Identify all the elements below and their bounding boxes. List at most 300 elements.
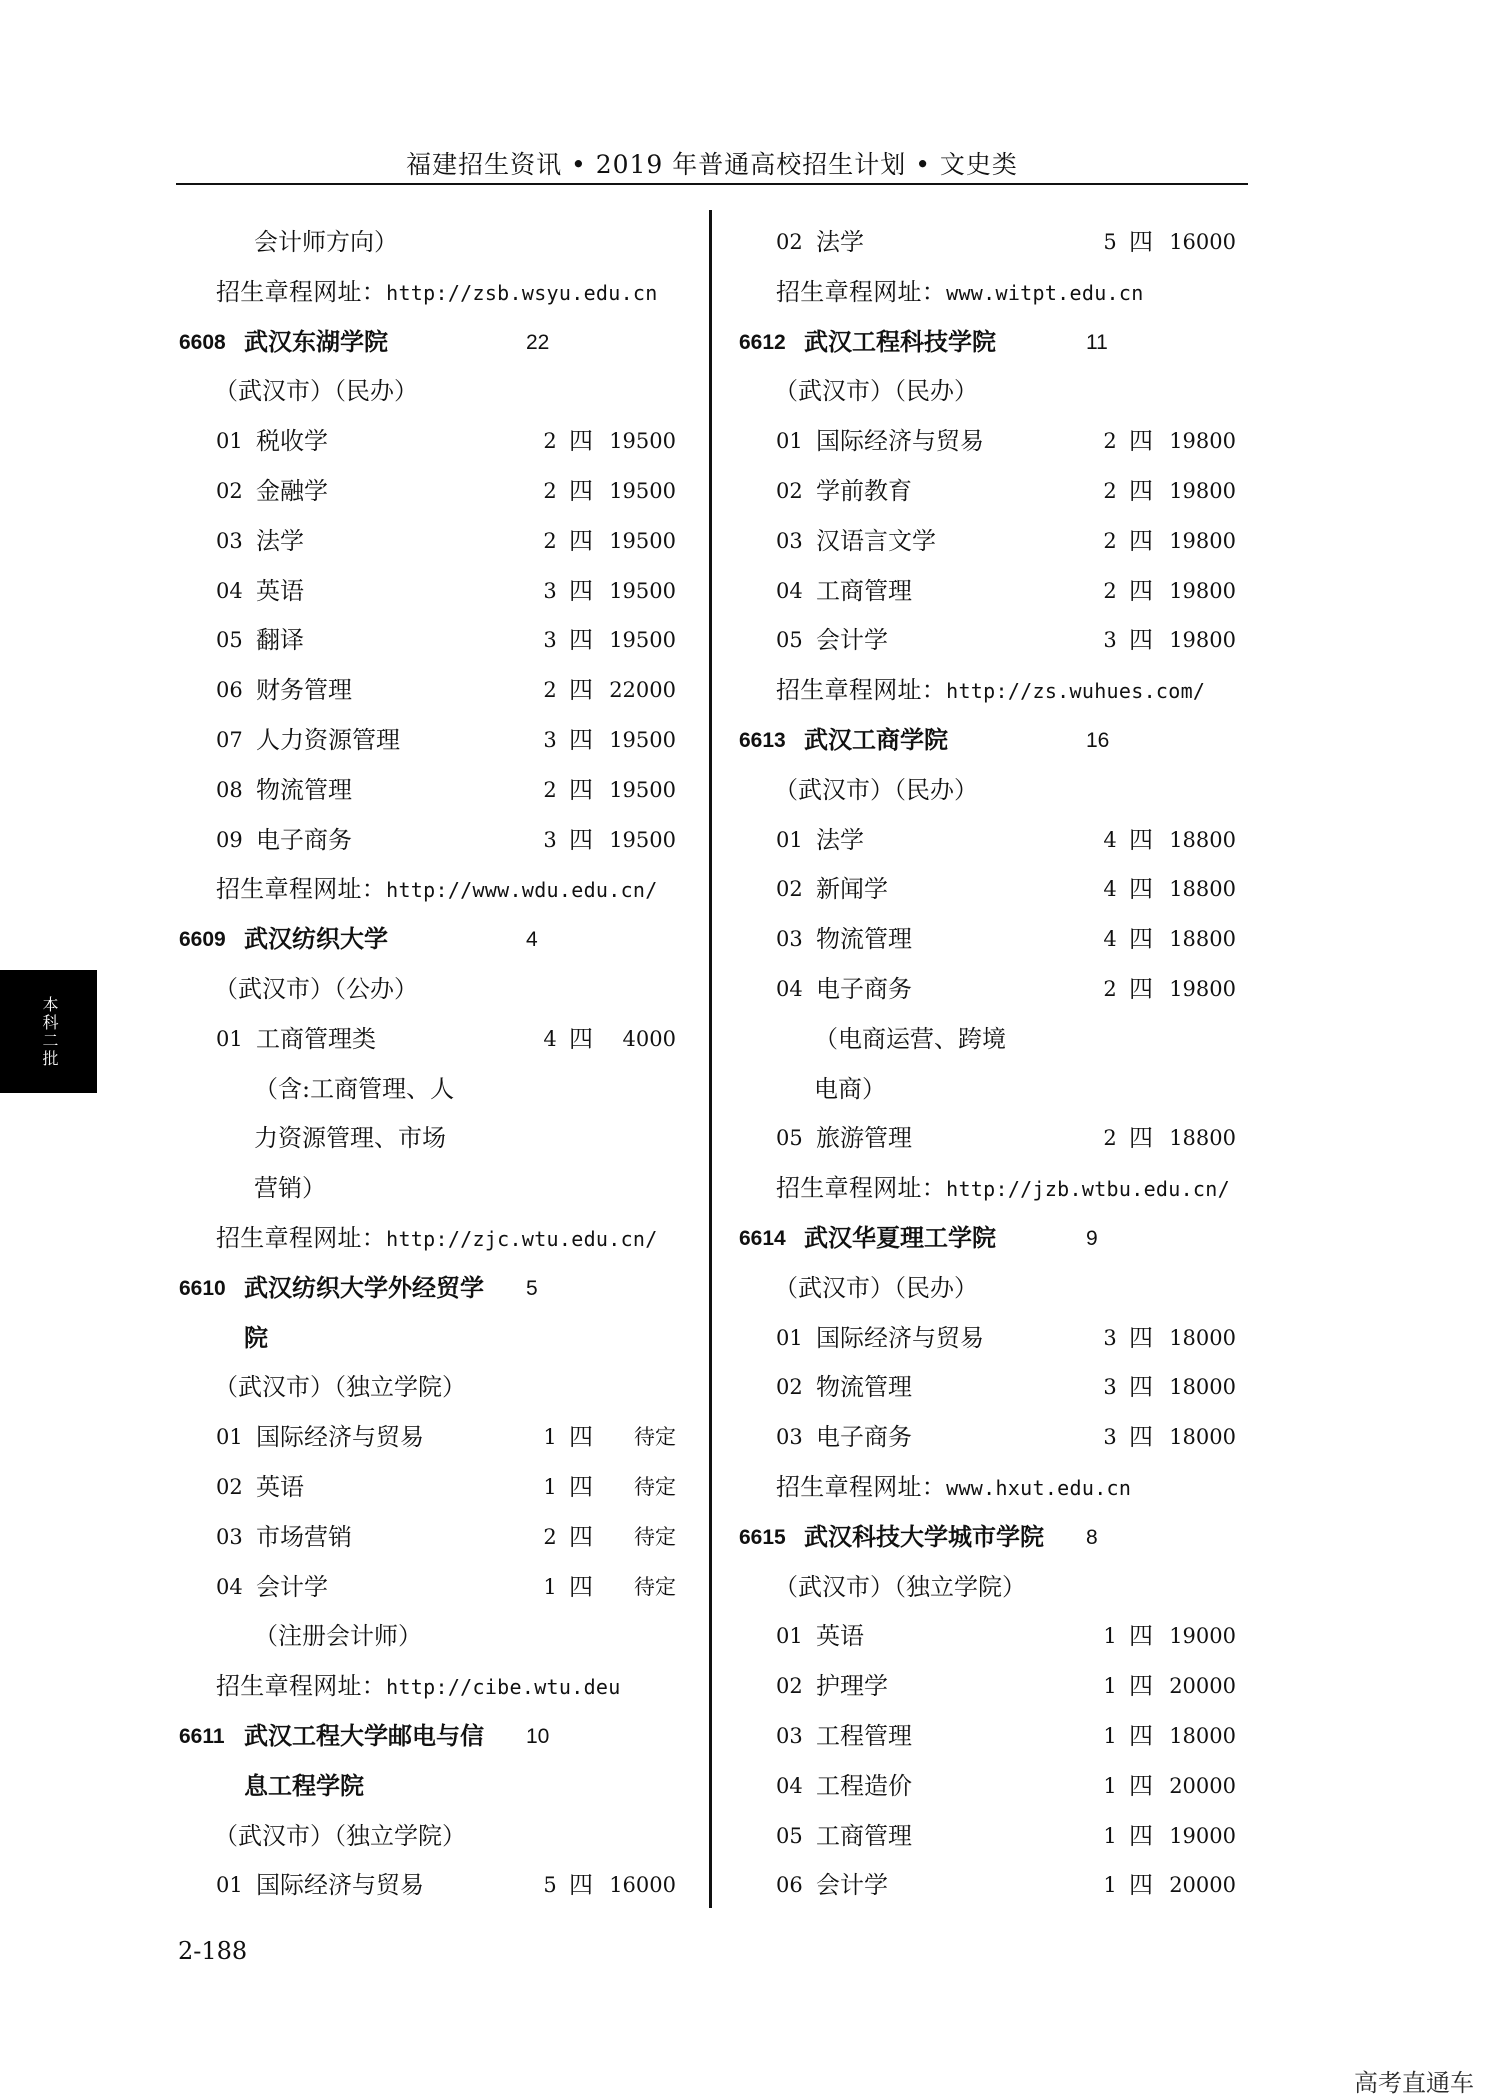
major-note-text: 力资源管理、市场 bbox=[254, 1124, 446, 1153]
major-number: 05 bbox=[776, 1126, 803, 1151]
location-text: （武汉市）（民办） bbox=[774, 775, 978, 804]
major-years: 四 bbox=[1129, 1124, 1153, 1153]
major-row bbox=[176, 616, 676, 666]
major-fee: 待定 bbox=[634, 1425, 676, 1450]
institution-total: 22 bbox=[526, 330, 550, 354]
major-fee: 19000 bbox=[1169, 1823, 1236, 1848]
admission-url-label: 招生章程网址： bbox=[216, 875, 387, 904]
major-years: 四 bbox=[569, 725, 593, 754]
major-quota: 3 bbox=[543, 628, 557, 653]
institution-total: 5 bbox=[526, 1276, 538, 1300]
major-quota: 1 bbox=[1103, 1723, 1117, 1748]
institution-row bbox=[736, 716, 1236, 766]
institution-code: 6612 bbox=[739, 330, 786, 354]
major-fee: 19800 bbox=[1169, 528, 1236, 553]
institution-row bbox=[176, 1264, 676, 1314]
major-row bbox=[736, 965, 1236, 1015]
major-quota: 3 bbox=[1103, 628, 1117, 653]
major-quota: 2 bbox=[1103, 528, 1117, 553]
institution-name: 武汉科技大学城市学院 bbox=[804, 1523, 1044, 1551]
major-years: 四 bbox=[569, 1572, 593, 1601]
major-fee: 20000 bbox=[1169, 1674, 1236, 1699]
major-number: 02 bbox=[776, 230, 803, 254]
major-fee: 18800 bbox=[1169, 827, 1236, 852]
major-number: 01 bbox=[216, 1873, 243, 1898]
major-quota: 3 bbox=[1103, 1375, 1117, 1400]
major-number: 07 bbox=[216, 727, 243, 752]
institution-location bbox=[176, 965, 676, 1015]
major-name: 金融学 bbox=[256, 476, 328, 505]
major-note bbox=[176, 218, 676, 268]
major-note-text: （注册会计师） bbox=[254, 1622, 422, 1651]
major-row bbox=[736, 915, 1236, 965]
major-name: 英语 bbox=[816, 1622, 864, 1651]
institution-location bbox=[176, 1812, 676, 1862]
major-number: 06 bbox=[776, 1873, 803, 1898]
major-fee: 19500 bbox=[609, 478, 676, 503]
institution-code: 6615 bbox=[739, 1525, 786, 1549]
major-row bbox=[736, 865, 1236, 915]
major-row bbox=[176, 1861, 676, 1911]
admission-url bbox=[216, 268, 658, 319]
column-divider bbox=[709, 210, 712, 1908]
institution-row bbox=[176, 915, 676, 965]
major-quota: 2 bbox=[1103, 478, 1117, 503]
major-years: 四 bbox=[1129, 974, 1153, 1003]
major-years: 四 bbox=[569, 576, 593, 605]
institution-total: 8 bbox=[1086, 1525, 1098, 1549]
major-name: 法学 bbox=[816, 825, 864, 854]
major-name: 会计学 bbox=[816, 626, 888, 655]
major-years: 四 bbox=[1129, 626, 1153, 655]
side-tab-label: 本科二批 bbox=[40, 995, 57, 1068]
left-column bbox=[176, 218, 676, 1911]
major-number: 05 bbox=[216, 628, 243, 653]
major-row bbox=[736, 467, 1236, 517]
major-fee: 待定 bbox=[634, 1574, 676, 1599]
institution-name: 武汉纺织大学 bbox=[244, 926, 388, 954]
institution-name: 武汉华夏理工学院 bbox=[804, 1224, 996, 1252]
major-quota: 2 bbox=[543, 478, 557, 503]
major-row bbox=[736, 1812, 1236, 1862]
institution-location bbox=[736, 367, 1236, 417]
major-fee: 19500 bbox=[609, 429, 676, 454]
major-quota: 3 bbox=[543, 827, 557, 852]
watermark: 高考直通车 bbox=[1354, 2070, 1474, 2097]
major-quota: 2 bbox=[543, 528, 557, 553]
major-years: 四 bbox=[1129, 1323, 1153, 1352]
major-fee: 19500 bbox=[609, 777, 676, 802]
page-number: 2-188 bbox=[178, 1937, 248, 1965]
admission-url-value: http://zsb.wsyu.edu.cn bbox=[386, 280, 658, 305]
major-row bbox=[736, 1363, 1236, 1413]
major-number: 04 bbox=[776, 1773, 803, 1798]
institution-name-continued bbox=[176, 1314, 676, 1364]
major-number: 02 bbox=[776, 478, 803, 503]
major-note bbox=[736, 1065, 1236, 1115]
major-quota: 4 bbox=[543, 1026, 557, 1051]
major-years: 四 bbox=[1129, 1771, 1153, 1800]
major-years: 四 bbox=[569, 526, 593, 555]
major-quota: 1 bbox=[1103, 1873, 1117, 1898]
major-name: 国际经济与贸易 bbox=[816, 427, 984, 456]
major-row bbox=[736, 1762, 1236, 1812]
institution-name-continued-text: 院 bbox=[244, 1324, 268, 1352]
major-fee: 19500 bbox=[609, 628, 676, 653]
major-fee: 19500 bbox=[609, 827, 676, 852]
major-years: 四 bbox=[569, 1024, 593, 1053]
admission-url-row bbox=[736, 666, 1236, 716]
major-fee: 18800 bbox=[1169, 927, 1236, 952]
major-number: 01 bbox=[216, 1425, 243, 1450]
major-years: 四 bbox=[569, 676, 593, 705]
admission-url-row bbox=[176, 865, 676, 915]
major-note-text: （含:工商管理、人 bbox=[254, 1074, 455, 1103]
major-row bbox=[736, 616, 1236, 666]
major-number: 08 bbox=[216, 777, 243, 802]
major-row bbox=[736, 567, 1236, 617]
major-number: 04 bbox=[216, 578, 243, 603]
major-years: 四 bbox=[1129, 1622, 1153, 1651]
institution-total: 11 bbox=[1086, 330, 1108, 354]
major-years: 四 bbox=[569, 1423, 593, 1452]
major-quota: 1 bbox=[543, 1425, 557, 1450]
institution-code: 6614 bbox=[739, 1226, 786, 1250]
institution-row bbox=[176, 318, 676, 368]
major-fee: 18000 bbox=[1169, 1723, 1236, 1748]
major-years: 四 bbox=[569, 775, 593, 804]
major-name: 物流管理 bbox=[816, 1373, 912, 1402]
major-number: 01 bbox=[776, 429, 803, 454]
major-name: 国际经济与贸易 bbox=[256, 1871, 424, 1900]
major-row bbox=[176, 1015, 676, 1065]
major-quota: 2 bbox=[543, 1524, 557, 1549]
major-name: 工程造价 bbox=[816, 1771, 912, 1800]
major-row bbox=[736, 1861, 1236, 1911]
major-quota: 2 bbox=[543, 678, 557, 703]
major-years: 四 bbox=[1129, 427, 1153, 456]
location-text: （武汉市）（民办） bbox=[774, 377, 978, 406]
major-quota: 5 bbox=[1103, 230, 1117, 254]
header-rule bbox=[176, 183, 1248, 185]
major-fee: 19800 bbox=[1169, 478, 1236, 503]
major-row bbox=[176, 417, 676, 467]
major-quota: 1 bbox=[543, 1574, 557, 1599]
institution-location bbox=[736, 766, 1236, 816]
major-years: 四 bbox=[1129, 1423, 1153, 1452]
major-note bbox=[736, 1015, 1236, 1065]
page-header-title: 福建招生资讯 • 2019 年普通高校招生计划 • 文史类 bbox=[406, 150, 1018, 179]
major-number: 02 bbox=[776, 1375, 803, 1400]
major-quota: 1 bbox=[1103, 1674, 1117, 1699]
major-number: 01 bbox=[776, 827, 803, 852]
institution-total: 10 bbox=[526, 1724, 550, 1748]
admission-url-value: http://zjc.wtu.edu.cn/ bbox=[386, 1226, 658, 1251]
major-number: 02 bbox=[216, 1474, 243, 1499]
major-years: 四 bbox=[569, 825, 593, 854]
major-years: 四 bbox=[569, 1472, 593, 1501]
institution-name-continued bbox=[176, 1762, 676, 1812]
major-note-text: 电商） bbox=[814, 1074, 886, 1103]
major-note-text: 营销） bbox=[254, 1174, 326, 1203]
major-fee: 18000 bbox=[1169, 1375, 1236, 1400]
institution-name: 武汉纺织大学外经贸学 bbox=[244, 1274, 484, 1302]
major-name: 人力资源管理 bbox=[256, 725, 400, 754]
major-note bbox=[176, 1114, 676, 1164]
admission-url-row bbox=[736, 1164, 1236, 1214]
major-number: 04 bbox=[776, 578, 803, 603]
institution-total: 16 bbox=[1086, 728, 1110, 752]
major-fee: 19800 bbox=[1169, 628, 1236, 653]
major-row bbox=[736, 1712, 1236, 1762]
major-name: 工商管理 bbox=[816, 576, 912, 605]
major-years: 四 bbox=[1129, 1672, 1153, 1701]
major-number: 01 bbox=[216, 429, 243, 454]
major-name: 物流管理 bbox=[256, 775, 352, 804]
admission-url-label: 招生章程网址： bbox=[776, 277, 947, 306]
major-row bbox=[176, 1513, 676, 1563]
major-number: 09 bbox=[216, 827, 243, 852]
major-years: 四 bbox=[1129, 1871, 1153, 1900]
major-fee: 18800 bbox=[1169, 1126, 1236, 1151]
location-text: （武汉市）（民办） bbox=[774, 1273, 978, 1302]
institution-row bbox=[736, 1214, 1236, 1264]
major-name: 国际经济与贸易 bbox=[816, 1323, 984, 1352]
admission-url-value: www.witpt.edu.cn bbox=[946, 280, 1144, 305]
major-name: 电子商务 bbox=[256, 825, 352, 854]
major-name: 英语 bbox=[256, 1472, 304, 1501]
institution-row bbox=[736, 1513, 1236, 1563]
major-fee: 19500 bbox=[609, 528, 676, 553]
major-number: 02 bbox=[216, 478, 243, 503]
major-quota: 3 bbox=[543, 578, 557, 603]
major-quota: 2 bbox=[1103, 429, 1117, 454]
location-text: （武汉市）（独立学院） bbox=[774, 1572, 1026, 1601]
major-quota: 2 bbox=[543, 429, 557, 454]
major-row bbox=[736, 1314, 1236, 1364]
institution-total: 9 bbox=[1086, 1226, 1098, 1250]
major-number: 03 bbox=[776, 1425, 803, 1450]
admission-url-value: http://www.wdu.edu.cn/ bbox=[386, 878, 658, 903]
major-quota: 4 bbox=[1103, 927, 1117, 952]
major-quota: 1 bbox=[543, 1474, 557, 1499]
major-row bbox=[176, 816, 676, 866]
admission-url-value: http://cibe.wtu.deu bbox=[386, 1675, 621, 1700]
major-name: 英语 bbox=[256, 576, 304, 605]
major-quota: 2 bbox=[1103, 976, 1117, 1001]
admission-url-label: 招生章程网址： bbox=[776, 1174, 947, 1203]
major-quota: 1 bbox=[1103, 1773, 1117, 1798]
major-row bbox=[736, 218, 1236, 268]
major-name: 工程管理 bbox=[816, 1721, 912, 1750]
major-fee: 20000 bbox=[1169, 1773, 1236, 1798]
admission-url bbox=[776, 1164, 1230, 1215]
major-name: 国际经济与贸易 bbox=[256, 1423, 424, 1452]
major-row bbox=[176, 716, 676, 766]
major-years: 四 bbox=[1129, 476, 1153, 505]
major-row bbox=[736, 1413, 1236, 1463]
major-fee: 19800 bbox=[1169, 976, 1236, 1001]
institution-code: 6608 bbox=[179, 330, 226, 354]
major-fee: 19800 bbox=[1169, 429, 1236, 454]
major-row bbox=[176, 1413, 676, 1463]
major-row bbox=[176, 1563, 676, 1613]
major-note-text: （电商运营、跨境 bbox=[814, 1024, 1006, 1053]
major-years: 四 bbox=[1129, 1373, 1153, 1402]
major-note-text: 会计师方向） bbox=[254, 228, 398, 256]
major-row bbox=[176, 1463, 676, 1513]
major-name: 财务管理 bbox=[256, 676, 352, 705]
location-text: （武汉市）（公办） bbox=[214, 974, 418, 1003]
major-note bbox=[176, 1612, 676, 1662]
major-name: 工商管理 bbox=[816, 1821, 912, 1850]
major-fee: 待定 bbox=[634, 1474, 676, 1499]
major-name: 学前教育 bbox=[816, 476, 912, 505]
major-row bbox=[176, 517, 676, 567]
admission-url bbox=[776, 1463, 1131, 1514]
admission-url bbox=[216, 865, 658, 916]
admission-url-label: 招生章程网址： bbox=[216, 1223, 387, 1252]
institution-location bbox=[736, 1264, 1236, 1314]
major-name: 法学 bbox=[256, 526, 304, 555]
major-years: 四 bbox=[1129, 228, 1153, 256]
admission-url-value: http://jzb.wtbu.edu.cn/ bbox=[946, 1177, 1230, 1202]
major-years: 四 bbox=[1129, 526, 1153, 555]
major-name: 工商管理类 bbox=[256, 1024, 376, 1053]
admission-url-row bbox=[736, 268, 1236, 318]
admission-url-row bbox=[176, 268, 676, 318]
major-fee: 20000 bbox=[1169, 1873, 1236, 1898]
major-fee: 19500 bbox=[609, 578, 676, 603]
major-fee: 18000 bbox=[1169, 1425, 1236, 1450]
admission-url-value: http://zs.wuhues.com/ bbox=[946, 679, 1206, 704]
admission-url-row bbox=[176, 1214, 676, 1264]
major-quota: 3 bbox=[543, 727, 557, 752]
side-tab bbox=[0, 970, 97, 1093]
admission-url-label: 招生章程网址： bbox=[776, 676, 947, 705]
institution-code: 6609 bbox=[179, 928, 226, 952]
location-text: （武汉市）（独立学院） bbox=[214, 1821, 466, 1850]
admission-url bbox=[216, 1662, 621, 1713]
major-years: 四 bbox=[569, 1871, 593, 1900]
major-name: 旅游管理 bbox=[816, 1124, 912, 1153]
admission-url bbox=[776, 268, 1144, 319]
institution-row bbox=[176, 1712, 676, 1762]
major-name: 会计学 bbox=[816, 1871, 888, 1900]
major-years: 四 bbox=[1129, 1821, 1153, 1850]
major-name: 汉语言文学 bbox=[816, 526, 936, 555]
institution-row bbox=[736, 318, 1236, 368]
major-row bbox=[736, 417, 1236, 467]
major-years: 四 bbox=[569, 427, 593, 456]
major-number: 03 bbox=[216, 1524, 243, 1549]
major-name: 电子商务 bbox=[816, 1423, 912, 1452]
admission-url-label: 招生章程网址： bbox=[776, 1472, 947, 1501]
major-years: 四 bbox=[1129, 825, 1153, 854]
major-row bbox=[176, 567, 676, 617]
admission-url-value: www.hxut.edu.cn bbox=[946, 1475, 1132, 1500]
major-row bbox=[736, 816, 1236, 866]
major-fee: 18800 bbox=[1169, 877, 1236, 902]
major-name: 会计学 bbox=[256, 1572, 328, 1601]
institution-name: 武汉工程大学邮电与信 bbox=[244, 1722, 484, 1750]
major-number: 04 bbox=[216, 1574, 243, 1599]
major-name: 新闻学 bbox=[816, 875, 888, 904]
major-fee: 16000 bbox=[609, 1873, 676, 1898]
major-quota: 3 bbox=[1103, 1425, 1117, 1450]
major-number: 02 bbox=[776, 877, 803, 902]
major-number: 01 bbox=[216, 1026, 243, 1051]
major-quota: 3 bbox=[1103, 1325, 1117, 1350]
institution-code: 6611 bbox=[179, 1724, 225, 1748]
major-number: 06 bbox=[216, 678, 243, 703]
institution-code: 6613 bbox=[739, 728, 786, 752]
admission-url bbox=[216, 1214, 658, 1265]
major-fee: 4000 bbox=[622, 1026, 676, 1051]
major-number: 03 bbox=[776, 927, 803, 952]
location-text: （武汉市）（民办） bbox=[214, 377, 418, 406]
institution-location bbox=[176, 367, 676, 417]
major-name: 翻译 bbox=[256, 626, 304, 655]
institution-name: 武汉工商学院 bbox=[804, 726, 948, 754]
major-name: 电子商务 bbox=[816, 974, 912, 1003]
major-number: 05 bbox=[776, 1823, 803, 1848]
major-name: 法学 bbox=[816, 228, 864, 256]
institution-name: 武汉工程科技学院 bbox=[804, 328, 996, 356]
major-number: 01 bbox=[776, 1624, 803, 1649]
major-number: 03 bbox=[776, 528, 803, 553]
location-text: （武汉市）（独立学院） bbox=[214, 1373, 466, 1402]
major-row bbox=[736, 517, 1236, 567]
major-number: 05 bbox=[776, 628, 803, 653]
major-fee: 18000 bbox=[1169, 1325, 1236, 1350]
major-name: 税收学 bbox=[256, 427, 328, 456]
major-row bbox=[176, 766, 676, 816]
major-name: 市场营销 bbox=[256, 1522, 352, 1551]
major-row bbox=[736, 1114, 1236, 1164]
major-fee: 19000 bbox=[1169, 1624, 1236, 1649]
major-number: 01 bbox=[776, 1325, 803, 1350]
institution-location bbox=[176, 1363, 676, 1413]
admission-url-label: 招生章程网址： bbox=[216, 1672, 387, 1701]
major-fee: 待定 bbox=[634, 1524, 676, 1549]
major-quota: 4 bbox=[1103, 827, 1117, 852]
major-years: 四 bbox=[569, 476, 593, 505]
major-note bbox=[176, 1164, 676, 1214]
major-quota: 2 bbox=[543, 777, 557, 802]
major-years: 四 bbox=[1129, 925, 1153, 954]
major-row bbox=[736, 1662, 1236, 1712]
major-fee: 19500 bbox=[609, 727, 676, 752]
major-row bbox=[736, 1612, 1236, 1662]
major-quota: 2 bbox=[1103, 578, 1117, 603]
institution-total: 4 bbox=[526, 928, 538, 952]
major-quota: 2 bbox=[1103, 1126, 1117, 1151]
major-name: 物流管理 bbox=[816, 925, 912, 954]
major-fee: 16000 bbox=[1169, 230, 1236, 254]
major-number: 03 bbox=[216, 528, 243, 553]
admission-url-label: 招生章程网址： bbox=[216, 277, 387, 306]
major-years: 四 bbox=[569, 1522, 593, 1551]
major-quota: 1 bbox=[1103, 1823, 1117, 1848]
major-years: 四 bbox=[1129, 1721, 1153, 1750]
major-years: 四 bbox=[1129, 576, 1153, 605]
admission-url-row bbox=[176, 1662, 676, 1712]
institution-name-continued-text: 息工程学院 bbox=[244, 1772, 364, 1800]
major-fee: 22000 bbox=[609, 678, 676, 703]
major-number: 04 bbox=[776, 976, 803, 1001]
institution-code: 6610 bbox=[179, 1276, 226, 1300]
